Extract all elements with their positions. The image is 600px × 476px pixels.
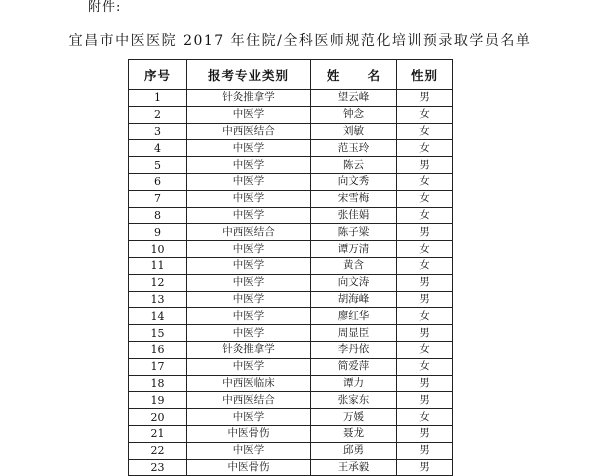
cell-major-category: 中医学 [187, 274, 311, 291]
cell-name: 简爱萍 [311, 358, 397, 375]
cell-major-category: 中医学 [187, 358, 311, 375]
cell-gender: 男 [397, 425, 453, 442]
table-row [129, 241, 453, 258]
cell-gender: 男 [397, 157, 453, 174]
table-row [129, 358, 453, 375]
cell-gender: 男 [397, 325, 453, 342]
cell-serial-number: 7 [129, 190, 187, 207]
table-row [129, 425, 453, 442]
cell-name: 张佳娟 [311, 207, 397, 224]
cell-serial-number: 15 [129, 325, 187, 342]
cell-name: 向文秀 [311, 173, 397, 190]
table-row [129, 459, 453, 476]
cell-name: 万媛 [311, 409, 397, 426]
table-row [129, 409, 453, 426]
cell-gender: 男 [397, 442, 453, 459]
cell-major-category: 中西医结合 [187, 392, 311, 409]
cell-major-category: 中医学 [187, 241, 311, 258]
cell-gender: 女 [397, 207, 453, 224]
header-name: 姓 名 [311, 60, 397, 90]
cell-name: 聂龙 [311, 425, 397, 442]
table-row [129, 392, 453, 409]
cell-major-category: 中医学 [187, 207, 311, 224]
cell-major-category: 中医学 [187, 157, 311, 174]
cell-major-category: 中医学 [187, 291, 311, 308]
cell-serial-number: 12 [129, 274, 187, 291]
cell-name: 邱勇 [311, 442, 397, 459]
header-serial-number: 序号 [129, 60, 187, 90]
cell-serial-number: 18 [129, 375, 187, 392]
cell-major-category: 中西医结合 [187, 123, 311, 140]
cell-name: 张家东 [311, 392, 397, 409]
cell-serial-number: 11 [129, 257, 187, 274]
cell-name: 刘敏 [311, 123, 397, 140]
cell-major-category: 针灸推拿学 [187, 90, 311, 107]
cell-gender: 女 [397, 241, 453, 258]
cell-gender: 女 [397, 308, 453, 325]
table-row [129, 308, 453, 325]
table-body [129, 90, 453, 476]
cell-name: 范玉玲 [311, 140, 397, 157]
document-title: 宜昌市中医医院 2017 年住院/全科医师规范化培训预录取学员名单 [68, 33, 532, 49]
cell-name: 李丹依 [311, 341, 397, 358]
cell-major-category: 中医学 [187, 325, 311, 342]
cell-gender: 女 [397, 358, 453, 375]
table-row [129, 325, 453, 342]
cell-serial-number: 19 [129, 392, 187, 409]
cell-name: 谭万清 [311, 241, 397, 258]
cell-gender: 女 [397, 341, 453, 358]
cell-serial-number: 16 [129, 341, 187, 358]
cell-major-category: 中医学 [187, 173, 311, 190]
table-row [129, 274, 453, 291]
cell-gender: 男 [397, 392, 453, 409]
cell-name: 黄含 [311, 257, 397, 274]
cell-gender: 女 [397, 173, 453, 190]
cell-name: 胡海峰 [311, 291, 397, 308]
cell-serial-number: 4 [129, 140, 187, 157]
table-row [129, 291, 453, 308]
table-row [129, 157, 453, 174]
cell-name: 谭力 [311, 375, 397, 392]
cell-name: 陈云 [311, 157, 397, 174]
table-row [129, 224, 453, 241]
cell-gender: 男 [397, 375, 453, 392]
cell-serial-number: 6 [129, 173, 187, 190]
cell-serial-number: 5 [129, 157, 187, 174]
cell-gender: 女 [397, 257, 453, 274]
cell-major-category: 中医学 [187, 140, 311, 157]
cell-serial-number: 10 [129, 241, 187, 258]
cell-gender: 男 [397, 224, 453, 241]
cell-name: 廖红华 [311, 308, 397, 325]
cell-serial-number: 3 [129, 123, 187, 140]
table-row [129, 106, 453, 123]
cell-gender: 女 [397, 190, 453, 207]
header-gender: 性别 [397, 60, 453, 90]
cell-name: 陈子梁 [311, 224, 397, 241]
cell-major-category: 中西医临床 [187, 375, 311, 392]
cell-gender: 男 [397, 274, 453, 291]
cell-gender: 女 [397, 409, 453, 426]
table-row [129, 123, 453, 140]
cell-name: 向文涛 [311, 274, 397, 291]
cell-serial-number: 23 [129, 459, 187, 476]
cell-serial-number: 9 [129, 224, 187, 241]
cell-major-category: 中医学 [187, 257, 311, 274]
table-row [129, 341, 453, 358]
cell-gender: 女 [397, 140, 453, 157]
table-row [129, 257, 453, 274]
cell-name: 望云峰 [311, 90, 397, 107]
cell-major-category: 针灸推拿学 [187, 341, 311, 358]
table-row [129, 140, 453, 157]
cell-serial-number: 22 [129, 442, 187, 459]
table-header-row [129, 60, 453, 90]
cell-name: 宋雪梅 [311, 190, 397, 207]
cell-name: 王承毅 [311, 459, 397, 476]
cell-serial-number: 1 [129, 90, 187, 107]
cell-major-category: 中医学 [187, 106, 311, 123]
table-row [129, 442, 453, 459]
table-row [129, 90, 453, 107]
cell-name: 钟念 [311, 106, 397, 123]
cell-gender: 女 [397, 106, 453, 123]
table-row [129, 207, 453, 224]
cell-serial-number: 17 [129, 358, 187, 375]
cell-gender: 男 [397, 291, 453, 308]
cell-serial-number: 2 [129, 106, 187, 123]
header-major-category: 报考专业类别 [187, 60, 311, 90]
cell-serial-number: 20 [129, 409, 187, 426]
cell-gender: 女 [397, 123, 453, 140]
table-row [129, 375, 453, 392]
cell-serial-number: 8 [129, 207, 187, 224]
cell-serial-number: 13 [129, 291, 187, 308]
cell-serial-number: 14 [129, 308, 187, 325]
cell-major-category: 中医骨伤 [187, 425, 311, 442]
cell-gender: 男 [397, 459, 453, 476]
cell-major-category: 中医学 [187, 442, 311, 459]
cell-serial-number: 21 [129, 425, 187, 442]
cell-major-category: 中医骨伤 [187, 459, 311, 476]
cell-major-category: 中医学 [187, 190, 311, 207]
cell-name: 周显臣 [311, 325, 397, 342]
cell-gender: 男 [397, 90, 453, 107]
table-row [129, 190, 453, 207]
trainee-roster-table [128, 59, 453, 476]
cell-major-category: 中医学 [187, 308, 311, 325]
attachment-label: 附件: [88, 0, 122, 15]
cell-major-category: 中医学 [187, 409, 311, 426]
cell-major-category: 中西医结合 [187, 224, 311, 241]
table-row [129, 173, 453, 190]
